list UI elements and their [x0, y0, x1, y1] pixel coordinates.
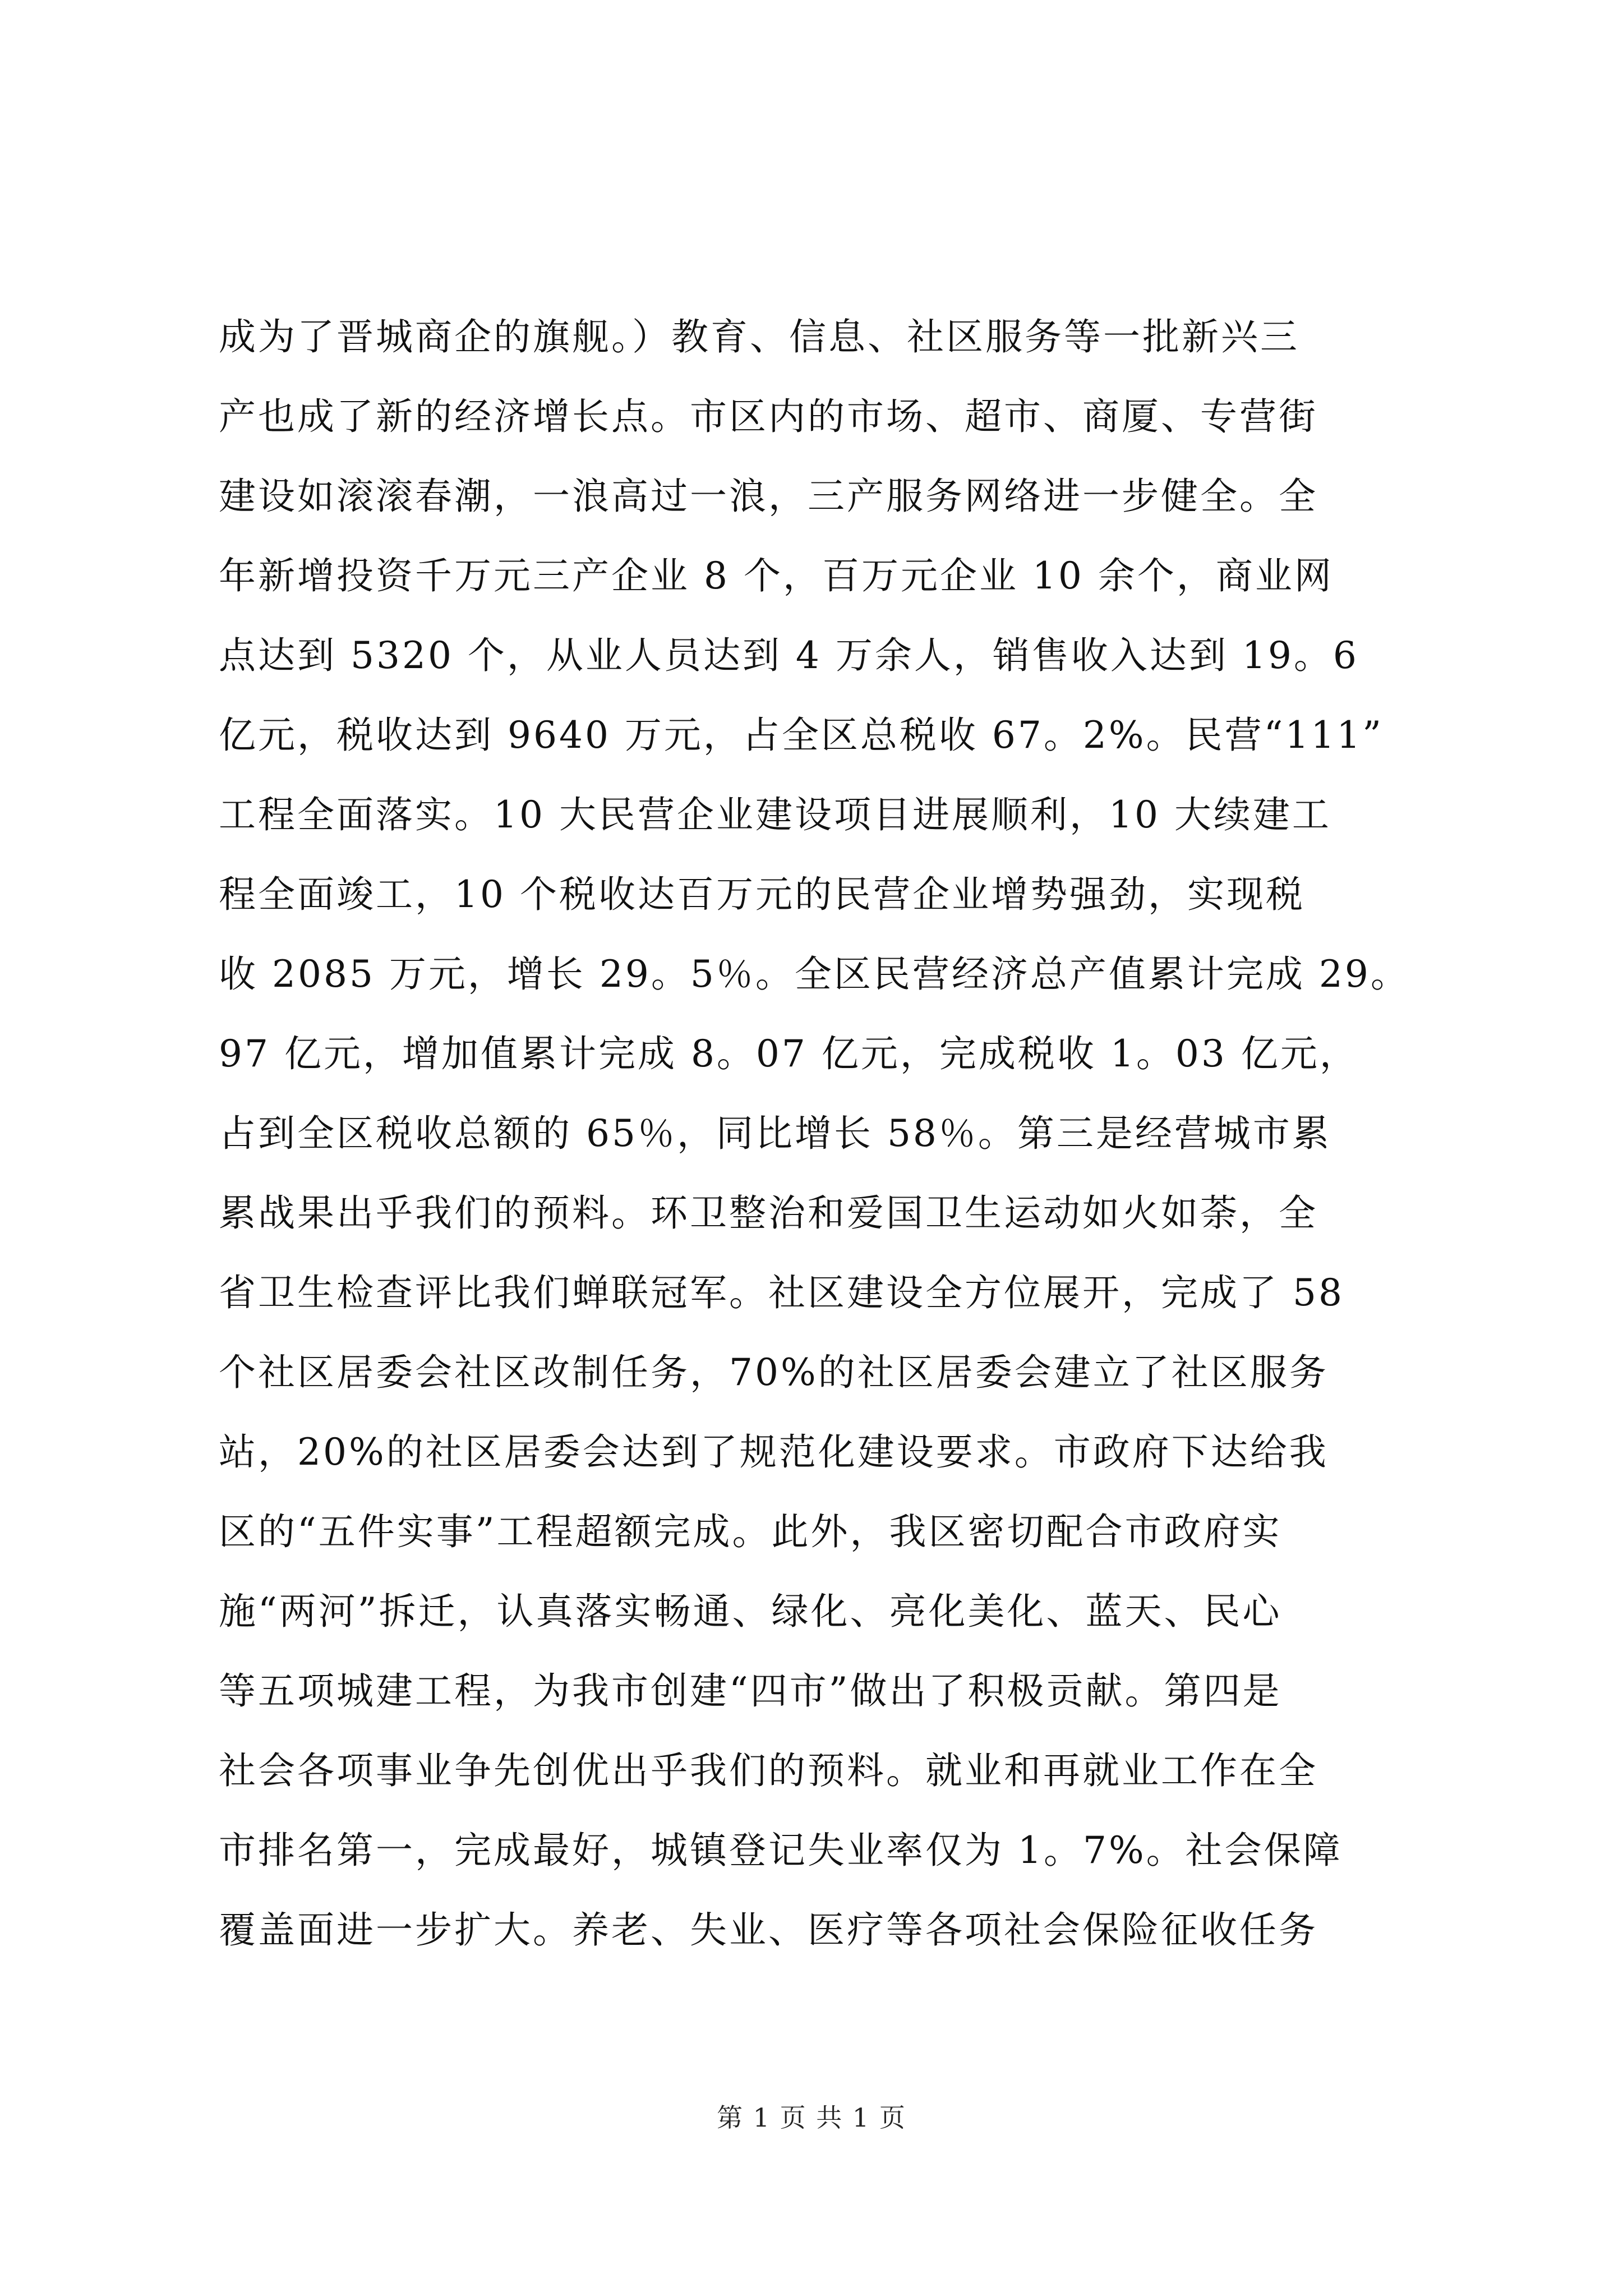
- text-line: 97 亿元，增加值累计完成 8。07 亿元，完成税收 1。03 亿元，: [219, 1032, 1359, 1075]
- body-paragraph: [219, 297, 1419, 1970]
- text-line: 点达到 5320 个，从业人员达到 4 万余人，销售收入达到 19。6: [219, 634, 1359, 677]
- text-line: 等五项城建工程，为我市创建“四市”做出了积极贡献。第四是: [219, 1669, 1282, 1713]
- text-line: 成为了晋城商企的旗舰。）教育、信息、社区服务等一批新兴三: [219, 315, 1299, 358]
- text-line: 区的“五件实事”工程超额完成。此外，我区密切配合市政府实: [219, 1510, 1282, 1553]
- text-line: 亿元，税收达到 9640 万元，占全区总税收 67。2%。民营“111”: [219, 714, 1384, 757]
- page-footer: 第 1 页 共 1 页: [717, 2102, 906, 2133]
- text-line: 省卫生检查评比我们蝉联冠军。社区建设全方位展开，完成了 58: [219, 1271, 1344, 1314]
- text-line: 占到全区税收总额的 65％，同比增长 58％。第三是经营城市累: [219, 1112, 1331, 1155]
- text-line: 年新增投资千万元三产企业 8 个，百万元企业 10 余个，商业网: [219, 554, 1334, 597]
- text-line: 累战果出乎我们的预料。环卫整治和爱国卫生运动如火如荼，全: [219, 1191, 1318, 1235]
- text-line: 站，20%的社区居委会达到了规范化建设要求。市政府下达给我: [219, 1430, 1329, 1474]
- text-line: 产也成了新的经济增长点。市区内的市场、超市、商厦、专营街: [219, 395, 1318, 438]
- text-line: 工程全面落实。10 大民营企业建设项目进展顺利，10 大续建工: [219, 793, 1331, 836]
- text-line: 社会各项事业争先创优出乎我们的预料。就业和再就业工作在全: [219, 1749, 1318, 1792]
- text-line: 建设如滚滚春潮，一浪高过一浪，三产服务网络进一步健全。全: [219, 475, 1318, 518]
- text-line: 程全面竣工，10 个税收达百万元的民营企业增势强劲，实现税: [219, 873, 1305, 916]
- text-line: 市排名第一，完成最好，城镇登记失业率仅为 1。7%。社会保障: [219, 1829, 1343, 1872]
- text-line: 覆盖面进一步扩大。养老、失业、医疗等各项社会保险征收任务: [219, 1908, 1318, 1952]
- text-line: 收 2085 万元，增长 29。5％。全区民营经济总产值累计完成 29。: [219, 953, 1410, 996]
- text-line: 个社区居委会社区改制任务，70%的社区居委会建立了社区服务: [219, 1351, 1329, 1394]
- text-line: 施“两河”拆迁，认真落实畅通、绿化、亮化美化、蓝天、民心: [219, 1590, 1282, 1633]
